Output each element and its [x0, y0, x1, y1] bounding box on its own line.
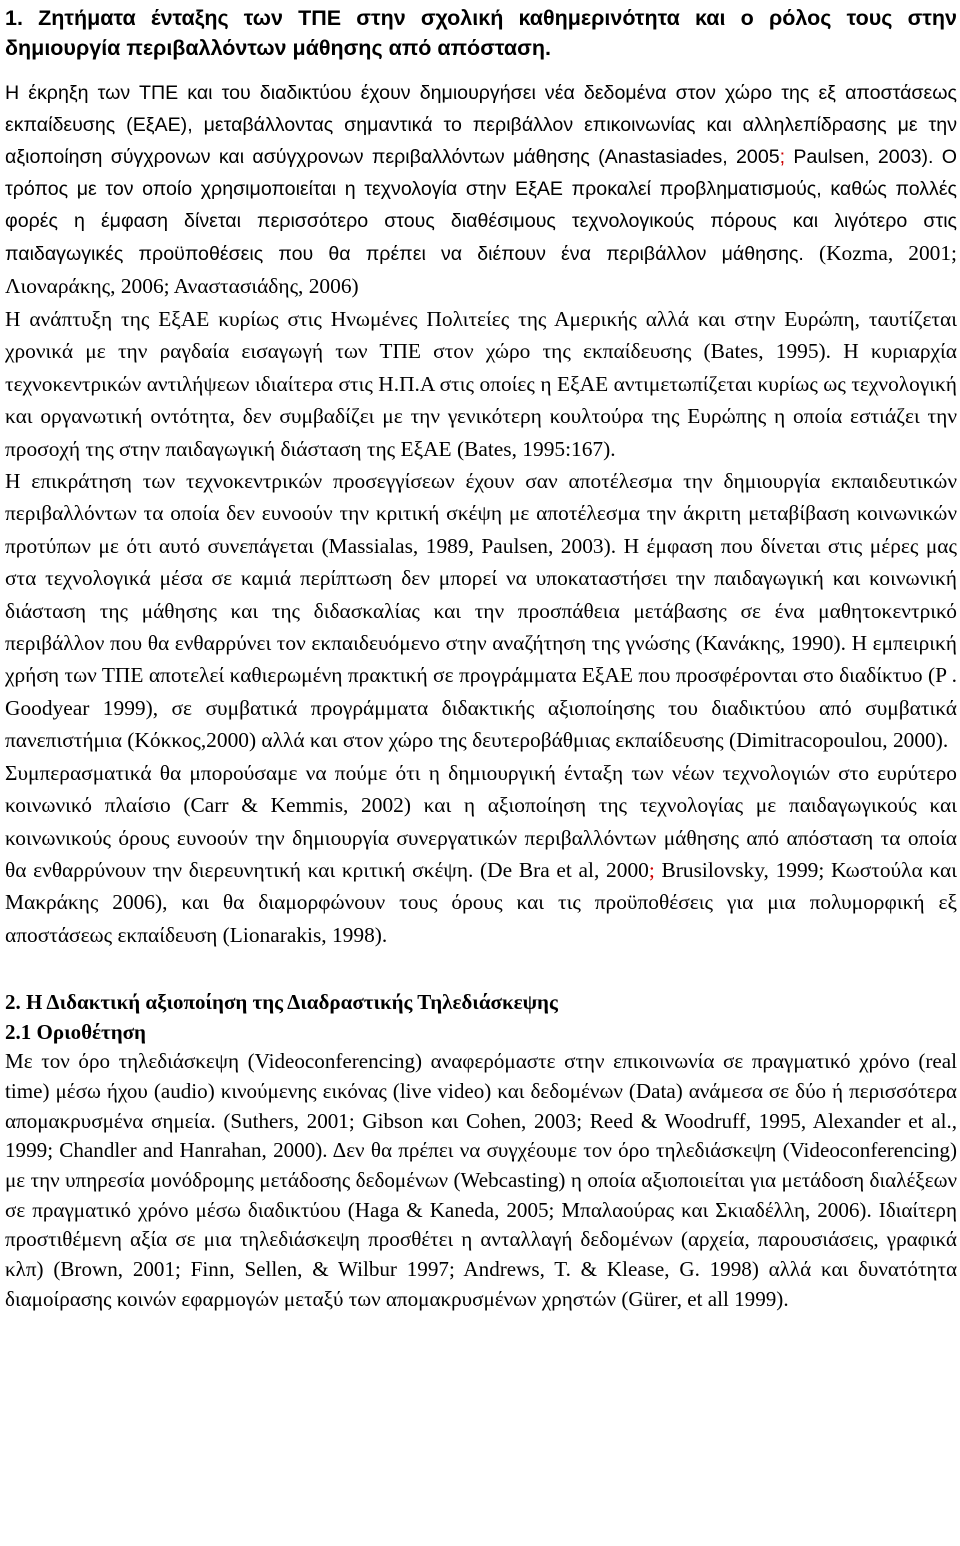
citation-separator: ;: [648, 857, 655, 882]
paragraph-1-text-middle: Paulsen, 2003). Ο τρόπος με τον οποίο χρησιμοποιείται η τεχνολογία στην ΕξΑΕ προκαλεί προβληματισμούς, καθώς πολλές φορές η έμφαση δίνεται περισσότερο στους διαθέσιμους τεχνολογικούς πόρους και λιγότερο στις παιδαγωγικές προϋποθέσεις που θα πρέπει να διέπουν ένα περιβάλλον μάθησης.: [5, 146, 957, 265]
paragraph-4-text-start: Συμπερασματικά θα μπορούσαμε να πούμε ότι η δημιουργική ένταξη των νέων τεχνολογιών στο ευρύτερο κοινωνικό πλαίσιο (Carr & Kemmis, 2002) και η αξιοποίηση της τεχνολογίας με παιδαγωγικούς και κοινωνικούς όρους ευνοούν την δημιουργία συνεργατικών περιβαλλόντων μάθησης από απόσταση τα οποία θα ενθαρρύνουν την διερευνητική και κριτική σκέψη. (De Bra et al, 2000: [5, 760, 957, 882]
section-2-1-subheading: 2.1 Οριοθέτηση: [5, 1020, 146, 1045]
paragraph-4-text-end: Brusilovsky, 1999; Κωστούλα και Μακράκης 2006), και θα διαμορφώνουν τους όρους και τις προϋποθέσεις για μια πολυμορφική εξ αποστάσεως εκπαίδευση (Lionarakis, 1998).: [5, 857, 957, 947]
document-page: [5, 0, 957, 1314]
section-2-paragraph-1: Με τον όρο τηλεδιάσκεψη (Videoconferencing) αναφερόμαστε στην επικοινωνία σε πραγματικό χρόνο (real time) μέσω ήχου (audio) κινούμενης εικόνας (live video) και δεδομένων (Data) ανάμεσα σε δύο ή περισσότερα απομακρυσμένα σημεία. (Suthers, 2001; Gibson και Cohen, 2003; Reed & Woodruff, 1995, Alexander et al., 1999; Chandler and Hanrahan, 2000). Δεν θα πρέπει να συγχέουμε τον όρο τηλεδιάσκεψη (Videoconferencing) με την υπηρεσία μονόδρομης μετάδοσης δεδομένων (Webcasting) η οποία αξιοποιείται για μετάδοση διαλέξεων σε πραγματικό χρόνο μέσω διαδικτύου (Haga & Kaneda, 2005; Μπαλαούρας και Σκιαδέλλη, 2006). Ιδιαίτερη προστιθέμενη αξία σε μια τηλεδιάσκεψη προσθέτει η ανταλλαγή δεδομένων (αρχεία, παρουσιάσεις, γραφικά κλπ) (Brown, 2001; Finn, Sellen, & Wilbur 1997; Andrews, T. & Klease, G. 1998) αλλά και δυνατότητα διαμοίρασης κοινών εφαρμογών μεταξύ των απομακρυσμένων χρηστών (Gürer, et all 1999).: [5, 1049, 957, 1311]
section-2-heading: 2. Η Διδακτική αξιοποίηση της Διαδραστικής Τηλεδιάσκεψης: [5, 990, 558, 1015]
paragraph-1-citations: (Kozma, 2001; Λιοναράκης, 2006; Αναστασιάδης, 2006): [5, 241, 957, 298]
citation-separator: ;: [779, 146, 786, 168]
section-1-paragraph-2: Η ανάπτυξη της ΕξΑΕ κυρίως στις Ηνωμένες Πολιτείες της Αμερικής αλλά και στην Ευρώπη, ταυτίζεται χρονικά με την ραγδαία εισαγωγή των ΤΠΕ στον χώρο της εκπαίδευσης (Bates, 1995). Η κυριαρχία τεχνοκεντρικών αντιλήψεων ιδιαίτερα στις Η.Π.Α στις οποίες η ΕξΑΕ αντιμετωπίζεται κυρίως ως τεχνολογική και οργανωτική οντότητα, δεν συμβαδίζει με την γενικότερη κουλτούρα της Ευρώπης η οποία εστιάζει την προσοχή της στην παιδαγωγική διάσταση της ΕξΑΕ (Bates, 1995:167).: [5, 307, 957, 461]
section-1-paragraph-4: [5, 757, 957, 951]
section-1-heading: 1. Ζητήματα ένταξης των ΤΠΕ στην σχολική καθημερινότητα και ο ρόλος τους στην δημιουργία περιβαλλόντων μάθησης από απόσταση.: [5, 6, 957, 60]
section-1-paragraph-1: [5, 77, 957, 303]
paragraph-1-text-start: Η έκρηξη των ΤΠΕ και του διαδικτύου έχουν δημιουργήσει νέα δεδομένα στον χώρο της εξ αποστάσεως εκπαίδευσης (ΕξΑΕ), μεταβάλλοντας σημαντικά το περιβάλλον επικοινωνίας και αλληλεπίδρασης με την αξιοποίηση σύγχρονων και ασύγχρονων περιβαλλόντων μάθησης (Anastasiades, 2005: [5, 82, 957, 168]
section-1-paragraph-3: Η επικράτηση των τεχνοκεντρικών προσεγγίσεων έχουν σαν αποτέλεσμα την δημιουργία εκπαιδευτικών περιβαλλόντων τα οποία δεν ευνοούν την κριτική σκέψη με αποτέλεσμα την άκριτη μεταβίβαση κοινωνικών προτύπων με ότι αυτό συνεπάγεται (Massialas, 1989, Paulsen, 2003). Η έμφαση που δίνεται στις μέρες μας στα τεχνολογικά μέσα σε καμιά περίπτωση δεν μπορεί να υποκαταστήσει την παιδαγωγική και κοινωνική διάσταση της μάθησης και της διδασκαλίας και την προσπάθεια μετάβασης σε ένα μαθητοκεντρικό περιβάλλον που θα ενθαρρύνει τον εκπαιδευόμενο στην αναζήτηση της γνώσης (Κανάκης, 1990). Η εμπειρική χρήση των ΤΠΕ αποτελεί καθιερωμένη πρακτική σε προγράμματα ΕξΑΕ που προσφέρονται στο διαδίκτυο (P . Goodyear 1999), σε συμβατικά προγράμματα διδακτικής αξιοποίησης του διαδικτύου από συμβατικά πανεπιστήμια (Κόκκος,2000) αλλά και στον χώρο της δευτεροβάθμιας εκπαίδευσης (Dimitracopoulou, 2000).: [5, 469, 957, 753]
